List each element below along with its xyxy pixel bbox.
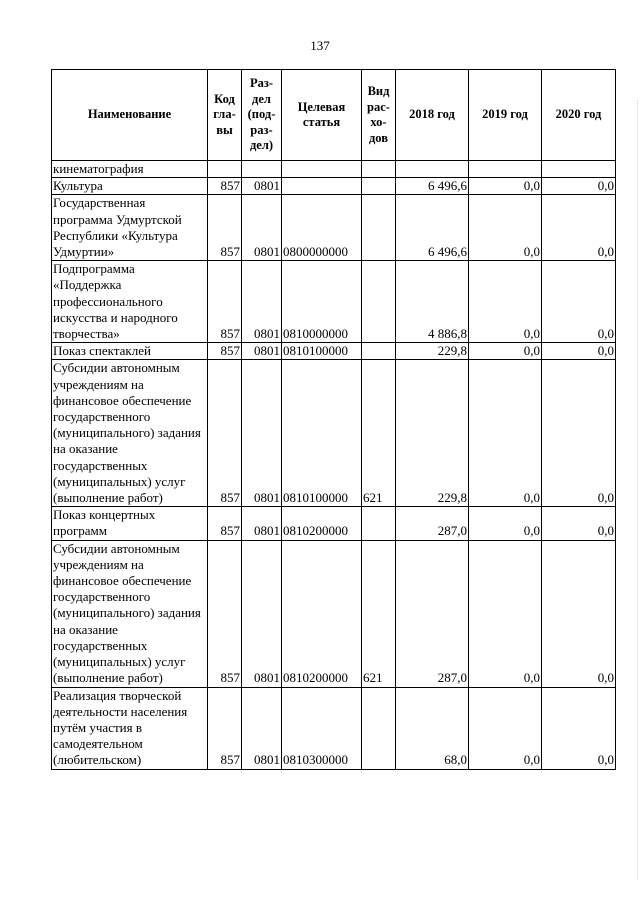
header-2018: 2018 год xyxy=(396,70,469,161)
cell-target: 0810100000 xyxy=(282,343,362,360)
cell-type xyxy=(362,343,396,360)
cell-chapter: 857 xyxy=(208,540,242,687)
cell-section: 0801 xyxy=(242,195,282,261)
table-header-row xyxy=(52,70,616,161)
header-chapter-code: Код гла- вы xyxy=(208,70,242,161)
page-edge-mark xyxy=(635,100,638,880)
cell-y2019: 0,0 xyxy=(469,261,542,343)
cell-chapter: 857 xyxy=(208,178,242,195)
cell-name: Субсидии автономным учреждениям на финансовое обеспечение государственного (муниципального) задания на оказание государственных (муниципальных) услуг (выполнение работ) xyxy=(52,540,208,687)
cell-y2019: 0,0 xyxy=(469,540,542,687)
header-2019: 2019 год xyxy=(469,70,542,161)
cell-y2019: 0,0 xyxy=(469,178,542,195)
header-section: Раз- дел (под- раз- дел) xyxy=(242,70,282,161)
cell-y2018: 229,8 xyxy=(396,343,469,360)
cell-y2018: 229,8 xyxy=(396,360,469,507)
table-row xyxy=(52,178,616,195)
cell-y2018: 287,0 xyxy=(396,540,469,687)
cell-type xyxy=(362,507,396,540)
cell-section: 0801 xyxy=(242,261,282,343)
cell-type xyxy=(362,687,396,769)
cell-name: кинематография xyxy=(52,161,208,178)
header-target-article: Целевая статья xyxy=(282,70,362,161)
cell-section: 0801 xyxy=(242,178,282,195)
page-number: 137 xyxy=(310,38,330,53)
cell-section: 0801 xyxy=(242,360,282,507)
cell-y2020: 0,0 xyxy=(542,687,616,769)
cell-name: Подпрограмма «Поддержка профессионального искусства и народного творчества» xyxy=(52,261,208,343)
cell-chapter: 857 xyxy=(208,195,242,261)
cell-name: Государственная программа Удмуртской Республики «Культура Удмуртии» xyxy=(52,195,208,261)
table-row xyxy=(52,261,616,343)
cell-name: Показ спектаклей xyxy=(52,343,208,360)
table-row xyxy=(52,343,616,360)
cell-y2020: 0,0 xyxy=(542,360,616,507)
cell-y2018: 6 496,6 xyxy=(396,178,469,195)
cell-y2019: 0,0 xyxy=(469,507,542,540)
cell-y2018: 6 496,6 xyxy=(396,195,469,261)
table-row xyxy=(52,195,616,261)
cell-name: Субсидии автономным учреждениям на финансовое обеспечение государственного (муниципального) задания на оказание государственных (муниципальных) услуг (выполнение работ) xyxy=(52,360,208,507)
table-row xyxy=(52,540,616,687)
cell-target: 0810000000 xyxy=(282,261,362,343)
cell-y2019: 0,0 xyxy=(469,360,542,507)
cell-y2020: 0,0 xyxy=(542,178,616,195)
cell-y2020: 0,0 xyxy=(542,195,616,261)
cell-chapter: 857 xyxy=(208,343,242,360)
cell-chapter xyxy=(208,161,242,178)
cell-chapter: 857 xyxy=(208,360,242,507)
table-row xyxy=(52,360,616,507)
cell-y2018: 287,0 xyxy=(396,507,469,540)
cell-target: 0800000000 xyxy=(282,195,362,261)
header-expense-type: Вид рас- хо- дов xyxy=(362,70,396,161)
header-name: Наименование xyxy=(52,70,208,161)
cell-chapter: 857 xyxy=(208,687,242,769)
cell-y2020: 0,0 xyxy=(542,540,616,687)
cell-target xyxy=(282,178,362,195)
cell-name: Реализация творческой деятельности населения путём участия в самодеятельном (любительском) xyxy=(52,687,208,769)
cell-y2020 xyxy=(542,161,616,178)
cell-y2019: 0,0 xyxy=(469,195,542,261)
cell-target: 0810100000 xyxy=(282,360,362,507)
cell-y2019: 0,0 xyxy=(469,687,542,769)
cell-y2019 xyxy=(469,161,542,178)
cell-y2018 xyxy=(396,161,469,178)
cell-type: 621 xyxy=(362,360,396,507)
cell-y2020: 0,0 xyxy=(542,261,616,343)
cell-section: 0801 xyxy=(242,687,282,769)
table-row xyxy=(52,687,616,769)
cell-type: 621 xyxy=(362,540,396,687)
cell-type xyxy=(362,178,396,195)
cell-target xyxy=(282,161,362,178)
cell-section xyxy=(242,161,282,178)
cell-y2018: 68,0 xyxy=(396,687,469,769)
cell-section: 0801 xyxy=(242,343,282,360)
cell-chapter: 857 xyxy=(208,507,242,540)
cell-y2019: 0,0 xyxy=(469,343,542,360)
budget-table xyxy=(51,69,616,770)
cell-type xyxy=(362,195,396,261)
cell-target: 0810200000 xyxy=(282,507,362,540)
cell-section: 0801 xyxy=(242,540,282,687)
cell-target: 0810300000 xyxy=(282,687,362,769)
cell-name: Показ концертных программ xyxy=(52,507,208,540)
cell-y2020: 0,0 xyxy=(542,343,616,360)
cell-section: 0801 xyxy=(242,507,282,540)
cell-target: 0810200000 xyxy=(282,540,362,687)
cell-chapter: 857 xyxy=(208,261,242,343)
cell-type xyxy=(362,161,396,178)
cell-y2020: 0,0 xyxy=(542,507,616,540)
cell-name: Культура xyxy=(52,178,208,195)
header-2020: 2020 год xyxy=(542,70,616,161)
table-row xyxy=(52,161,616,178)
cell-y2018: 4 886,8 xyxy=(396,261,469,343)
cell-type xyxy=(362,261,396,343)
table-row xyxy=(52,507,616,540)
